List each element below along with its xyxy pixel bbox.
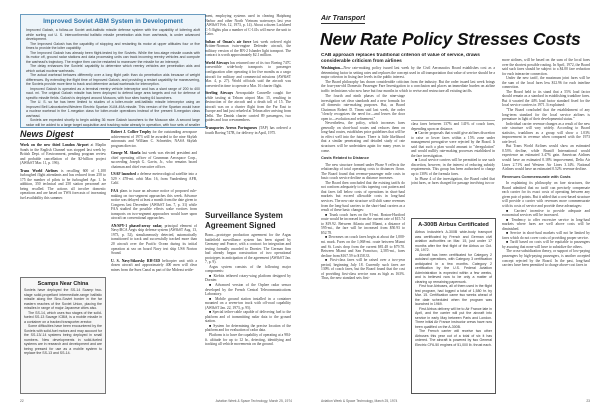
paragraph: class fares between 137% and 141% of coach fares, depending upon on distance. <box>411 122 495 131</box>
paragraph: The U. S. so far has been limited to studies of a loiter-mode anti-ballistic missile interceptor using an improved Bell Laboratories/Western Electric Spartan XLIM-49A missile. This version of the Spartan would have a nuclear warhead in the 1-megaton class for loiter-mode operations instead of the present 5-megaton class warhead. <box>26 100 200 118</box>
paragraph: First Airbus delivery will be to Air France late in April, and the carrier will put the aircraft into service in early May between Paris and London. Three initial Air France instructor crews have now been qualified on the A-300B. <box>415 306 492 329</box>
article-intro <box>321 66 495 93</box>
bullet-item: ■ Carrier proposals that would give airlines discretion to raise or lower fares within a 15% zone under management prerogative were rejected by the Board. It said that such a plan would amount to "deregulation" and would nullify rate-making processes established in the fare investigation. <box>411 131 495 158</box>
right-page-footer: Aviation Week & Space Technology, March 25, 1974 <box>321 399 398 403</box>
paragraph: The SS-14, which uses two stages of the solid-fueled SS-13 Savage ICBM, is a mobile missile in a container on a tracked transporter-erector. <box>24 310 102 324</box>
article-col2 <box>411 120 495 215</box>
paragraph: Soviets have deployed the SS-14 Scamp two-stage solid-propellant intermediate-range ballistic missile along the Sino-Soviet border in the far eastern reaches of the Soviet Union, placing the missiles in range of major Japanese cities also. <box>24 288 102 310</box>
paragraph: Argus system consists of the following major components: <box>205 264 291 274</box>
paragraph: Airbus Industrie's A-300B wide-body transport was certificated by French and German civil aviation authorities on Mar. 15, just under 17 months after the first flight of the Airbus on Oct. 28, 1972. <box>415 230 492 252</box>
bullet-item: ■ Special tether-cable capable of delivering fuel to the platform and of transmitting radar data to the ground station. <box>205 310 291 324</box>
surveillance-body <box>205 233 291 394</box>
bullet-item: ■ Advanced version of the Orphee radar sensor developed by the French Central Telecommunications Laboratory. <box>205 283 291 297</box>
news-item: George M. Skurla last week was elected president and chief operating officer of Grumman Aerospace Corp., succeeding Joseph G. Gavin, Jr., who remains board chairman and chief executive officer. <box>111 151 197 169</box>
paragraph: The Board philosophy has drawn considerable criticism from the industry. But the order issued last week brings the four-year-old Domestic Passenger Fare Investigation to a conclusion and places an immediate burden on airline traffic technicians who now have but four months in which to revise and restructure all existing tariffs. <box>321 79 495 93</box>
bullet-item: ■ Kiebitz tethered rotary-wing platform designed by Dornier. <box>205 273 291 283</box>
paragraph: The fourth and ninth phases of the nine-stage investigation set clear standards and a new formula for all domestic rate-making purposes. But, as Board Chairman Robert D. Timm said last week, the order "clearly recognizes the need for—and leaves the door open to—evolution and refinement." <box>321 94 405 121</box>
airbus-sidebar-box <box>411 218 496 394</box>
news-item: Trans World Airlines is recalling 600 of 1,100 furloughed flight attendants and has reduced from 250 to 175 the number of pilots to be furloughed Apr. 1. In addition, 350 technical and 250 station personnel are being recalled. The actions all involve domestic operations and are based on TWA forecasts of increasing fuel availability this summer. <box>20 168 106 201</box>
abm-box-body <box>26 28 200 128</box>
news-item: Transportes Aereos Portugueses (TAP) has ordered a fourth Boeing 747B, for delivery in April, 1975. <box>205 126 291 135</box>
paragraph: In Phase 4 of the investigation, the Board ruled that joint fares, or fares charged for passage involving two or <box>411 176 495 186</box>
bullet-item: ■ Tendency to offer excessive service in long-haul markets where fares are well above costs will be diminished. <box>502 217 590 231</box>
surveillance-headline: Surveillance System Agreement Signed <box>205 211 283 230</box>
paragraph: The French carrier will receive two other Airbuses this year out of a total of six it has ordered. The aircraft is powered by two General Electric CF6-50 engines of 51,000 lb. thrust each. <box>415 329 492 347</box>
scamps-box-body <box>24 288 102 356</box>
left-page-footer: Aviation Week & Space Technology, March 25, 1974 <box>215 399 292 403</box>
paragraph: Improved Galosh is operated as a terminal reentry vehicle interceptor and has a slant range of 200 to 400 naut. mi. The original Galosh missile has been deployed to defend large area targets and not for defense of specific missile fields. Galosh is deployed around Moscow, with four sites having 64 launchers. <box>26 86 200 100</box>
news-item: Sultan of Oman's air force last week ordered eight Britten-Norman twin-engine Defender aircraft, the military version of the BN-2 Islander light transport. The contract is worth approximately $2.1 million. <box>205 39 291 58</box>
costs-subheading: Costs Related to Distance <box>321 155 369 161</box>
paragraph: The actual warhead behaves differently over a long flight path than do penetration aids because of weight differences. By extending the flight time of Improved Galosh, and providing a restart capability for maneuvering, the Soviets provide more time to track and determine actual warheads for interception. <box>26 73 200 86</box>
article-col1 <box>321 94 405 394</box>
bullet-item: ■ Tariff based on costs will be equitable to passengers by assuring that none will have to subsidize the others. <box>502 240 590 249</box>
section-label: Air Transport <box>321 15 366 22</box>
bullet-item: ■ Decreases on coach fares begin at about the 1,000-mi. mark. Fares on the 1,068-mi. route between Miami and St. Louis drop from the current $81.48 to $79.70. Between Miami and San Francisco, 2,585-mi., fares decline from $167.59 to $158.33. <box>321 235 405 258</box>
right-page-number: 23 <box>586 399 590 403</box>
article-headline: New Rate Policy Stresses Costs <box>320 29 581 49</box>
abm-box-title: Improved Soviet ABM System in Development <box>43 18 183 25</box>
paragraph: The Improved Galosh has the capability of stopping and restarting its motor at upper altitudes four or five times to provide the loiter capability. <box>26 41 200 50</box>
news-digest-title: News Digest <box>20 129 110 140</box>
paragraph: "The Board concluded that the establishment of any long-term standard for the local service airlines is premature in light of their developmental status." <box>502 108 590 122</box>
news-item: AN/SPY-1 phased-array radar, principal element of Navy/RCA Aegis ship defense system (AW&ST Aug. 13, 1973, p. 52), simultaneously detected, automatically transitioned to track and successfully tracked more than 20 aircraft over the Pacific Ocean during its initial operation at sea on board Navy test ship USS Norton Sound. <box>111 223 197 256</box>
bullet-item: ■ Local service carriers will be permitted to use such discretion, however, in the interest of reducing subsidy requirements. This group has been authorized to charge up to 130% of the formula fares. <box>411 158 495 177</box>
left-page-number: 22 <box>20 399 24 403</box>
abm-sidebar-box <box>20 14 206 128</box>
bullet-item: ■ Mobile ground station installed in a container mounted on a seven-ton truck with off-road capability (AW&ST Jan. 22, 1973, p. 95). <box>205 296 291 310</box>
bullet-item: ■ Carriers' incentive to provide adequate and economical services will be increased. <box>502 208 590 218</box>
bullet-item: ■ Trunk coach fares on the 91-mi. Boston-Hartford route would be increased from the current rate of $15.74 to $19.92. Between Atlanta and Miami, a distance of 595-mi., the fare will be increased from $50.93 to $52.78. <box>321 212 405 235</box>
article-subheadline: CAB approach replaces traditional criterion of value of service, draws considerable criticism from airlines <box>321 53 480 64</box>
paragraph: First four Airbuses, all of them used in the flight test program, had logged a total of 1,580 hr. by Mar. 15. Certification came two weeks ahead of the date scheduled when the program was launched in 1969. <box>415 284 492 306</box>
paragraph: Bonn—prototype production agreement for the Argus battlefield surveillance system has been signed by Germany and France, with a contract for integration and testing formally awarded to Dornier. The German firm had already begun construction of two operational prototypes in anticipation of the agreement (AW&ST Jan. 7, p. 9). <box>205 233 291 265</box>
bullet-item: ■ Service in short-haul markets will not be limited by fares which do not cover costs of providing proper service. <box>502 231 590 240</box>
news-item: U. S. Navy/Sikorsky RH-53D helicopter unit with a dozen aircraft and approximately 400 men will clear mines from the Suez Canal as part of the Mideast settle- <box>111 258 197 272</box>
paragraph: The cross-subsidization theory, or support of low-paying passengers by high-paying passengers, is another accepted concept rejected by the Board. In the past, long-haul carriers have been permitted to charge above-cost fares in <box>502 249 590 268</box>
paragraph: Some difficulties have been encountered by the Soviets with solid-fuel motors and may account for the SS-13/-14 systems being deployed in small numbers. New developments in solid-fueled systems are in research and development and are being pressed for use as a mobile system to replace the SS-13 and SS-14. <box>24 324 103 355</box>
news-item: USAF launched a defense meteorological satellite into a 529 × 478-mi. orbit Mar. 16, from Vandenberg AFB, Calif. <box>111 172 197 186</box>
bullet-item: ■ System for determining the precise location of the platform and for evaluation of radar data. <box>205 323 291 333</box>
paragraph: Improved Galosh, a follow-on Soviet anti-ballistic missile defense system with the capability of loitering aloft while sorting out U. S. intercontinental ballistic missile penetration aids from warheads, is under advanced development. <box>26 28 200 41</box>
paragraph: more airlines, will be based on the sum of the local fares over the shortest possible routing. In April, 1972, the Board said such fares should be subject to a $4.00 fare reduction for each interarrier connection. <box>502 58 590 76</box>
paragraph: The Board then concluded that the existing tariffs do not conform adequately to this tapering cost pattern and that fares fall below costs of operations in short-haul markets but exceed allowable costs in long-haul services. The new rate structure will shift some revenues from the long-haul carriers to the short-haul carriers as a result of these basic changes: <box>321 180 405 213</box>
paragraph: Washington—New rate-making policy issued last week by the Civil Aeronautics Board establishes cost as a determining factor in setting rates and replaces the concept used in all transportation that value of service should be a major criterion in fixing fare levels in the public interest. <box>321 66 495 80</box>
news-item: ment, employing systems used in clearing Haiphong Harbor and other North Vietnam waterways last year (AW&ST Feb. 12, 1973, p. 14). About a dozen Lockheed C-5 flights plus a number of C-141s will move the unit to Cairo. <box>205 14 291 37</box>
paragraph: Aircraft has been certificated for Category 2 autoland operations, with Category 3 certification anticipated in a few months. Category 2 certification by the U.S. Federal Aviation Administration is expected within a few weeks, and is believed now to be only a matter of clearing up remaining paperwork. <box>415 252 492 284</box>
bullet-item: ■ First-class fares will be raised over a two-year period, beginning July 18. Currently such fares are 130% of coach fares, but the Board found that the cost of providing first-class service runs as high as 163%. Thus, the new standard sets first- <box>321 258 405 281</box>
revenues-subheading: Revenues Commensurate with Costs <box>502 173 571 179</box>
paragraph: The new structure formed under Phase 9 reflects the relationship of total operating costs to distances flown. The Board found that revenue-passenger mile costs in basic coach service decline as distance increases. <box>321 162 405 181</box>
news-item: Robert J. Collier Trophy for the outstanding aerospace achievement of 1973 will be awarded to the nine Skylab astronauts and William C. Schneider, NASA Skylab program director. <box>111 130 197 148</box>
paragraph: Individual carrier revenue changes as a result of the new rate structure will vary widely. According to Board statistics, trunklines as a group will show a 1.03% improvement in revenue when compared with the 1973 rate level. <box>502 121 590 144</box>
news-digest-col3 <box>205 14 291 210</box>
paragraph: The Improved Galosh has already been flight-tested by the Soviets. While the two-stage missile coasts with its motor off, ground radar stations and data processing units can track incoming reentry vehicles and compute the warhead's trajectory. The engine then can be restarted to maneuver the missile for an intercept. <box>26 50 200 64</box>
paragraph: Nevertheless, the policy, which increases fares generally on short-haul routes and reduces them on long-haul routes, establishes price guidelines that will be in effect well into the future. There is little likelihood that a similar penetrating and detailed study of rate structures will be undertaken again for many years to come. <box>321 121 405 153</box>
news-item: FAA plans to issue an advance notice of proposed rule-making on two-segment approaches this week. Advance notice was delayed at least a month from the date given to Congress last December (AW&ST Jan. 7, p. 31) while FAA studied the possible effects wake vortices from transports on two-segment approaches would have upon aircraft on conventional approaches. <box>111 189 197 221</box>
paragraph: Platform is to have the capability of operating at a 984-ft. altitude for up to 12 hr., detecting, identifying and tracking all vehicle movements on the ground. <box>205 333 291 347</box>
news-item: Sterling Airways Aerospatiale Caravelle caught fire while taxiing at Tehran airport Mar. 15, resulting in destruction of the aircraft and a death toll of 15. The aircraft was on a charter flight from the Far East to Europe and had just refueled at Tehran after arriving from Delhi. The Danish charter carried 89 passengers, two guides and four crewmembers. <box>205 91 291 123</box>
paragraph: In explaining its philosophy on fare structures, the Board admitted that no tariff can precisely compensate each carrier for its exact costs of operating between any given pair of points. But it added that a cost-based structure will provide a carrier with revenues more commensurate with its costs of service and provide these advantages: <box>502 181 590 208</box>
news-digest-col1 <box>20 143 106 273</box>
news-digest-col2 <box>111 130 197 394</box>
paragraph: But Trans World Airlines would show an estimated 0.53% decline, while Braniff International would experience an estimated 3.47% gain. American Airlines would have an estimated 0.18% improvement, Delta Air Lines 2.71% and Western Air Lines 3.14%. National Airlines would have an estimated 0.52% revenue decline. <box>502 144 590 172</box>
airbus-box-body <box>415 230 492 347</box>
scamps-box-title: Scamps Near China <box>37 281 89 287</box>
article-col3 <box>502 58 590 394</box>
paragraph: Under the new tariff, the maximum joint fares will be the sum of the local fares less $12.96 for each interline connection. <box>502 76 590 90</box>
paragraph: Soviets are expected shortly to begin adding 36 more Galosh launchers to the Moscow site. A second large radar will be added to a large target acquisition and tracking radar already in operation, with four sets of smaller <box>26 118 200 127</box>
paragraph: The Board held to its stand that a 55% load factor should remain as a standard in establishing trunkline fares. But it vacated the 44% load factor standard fixed for the local service carriers in 1971. It explained: <box>502 89 590 108</box>
scamps-sidebar-box <box>20 277 106 394</box>
airbus-box-title: A-300B Airbus Certificated <box>418 222 489 228</box>
news-item: World Airways has returned one of its two Boeing 747C convertible wide-body transports to passenger configuration after operating it for five months as a cargo aircraft for military and commercial missions (AW&ST Mar. 4, p. 27). World officials said the aircraft was converted in time to operate a Mar. 16 charter flight. <box>205 60 291 88</box>
paragraph: The delay enhances the Soviets' capability to determine which reentry vehicles are penetration aids and which actual nuclear warheads. <box>26 64 200 73</box>
news-item: Work on the new third London Airport at Maplin Sands in the English Channel was stopped last week by British Dept. of Environment, pending program review and probable cancellation of the $2-billion project (AW&ST Mar. 11, p. 196). <box>20 143 106 166</box>
